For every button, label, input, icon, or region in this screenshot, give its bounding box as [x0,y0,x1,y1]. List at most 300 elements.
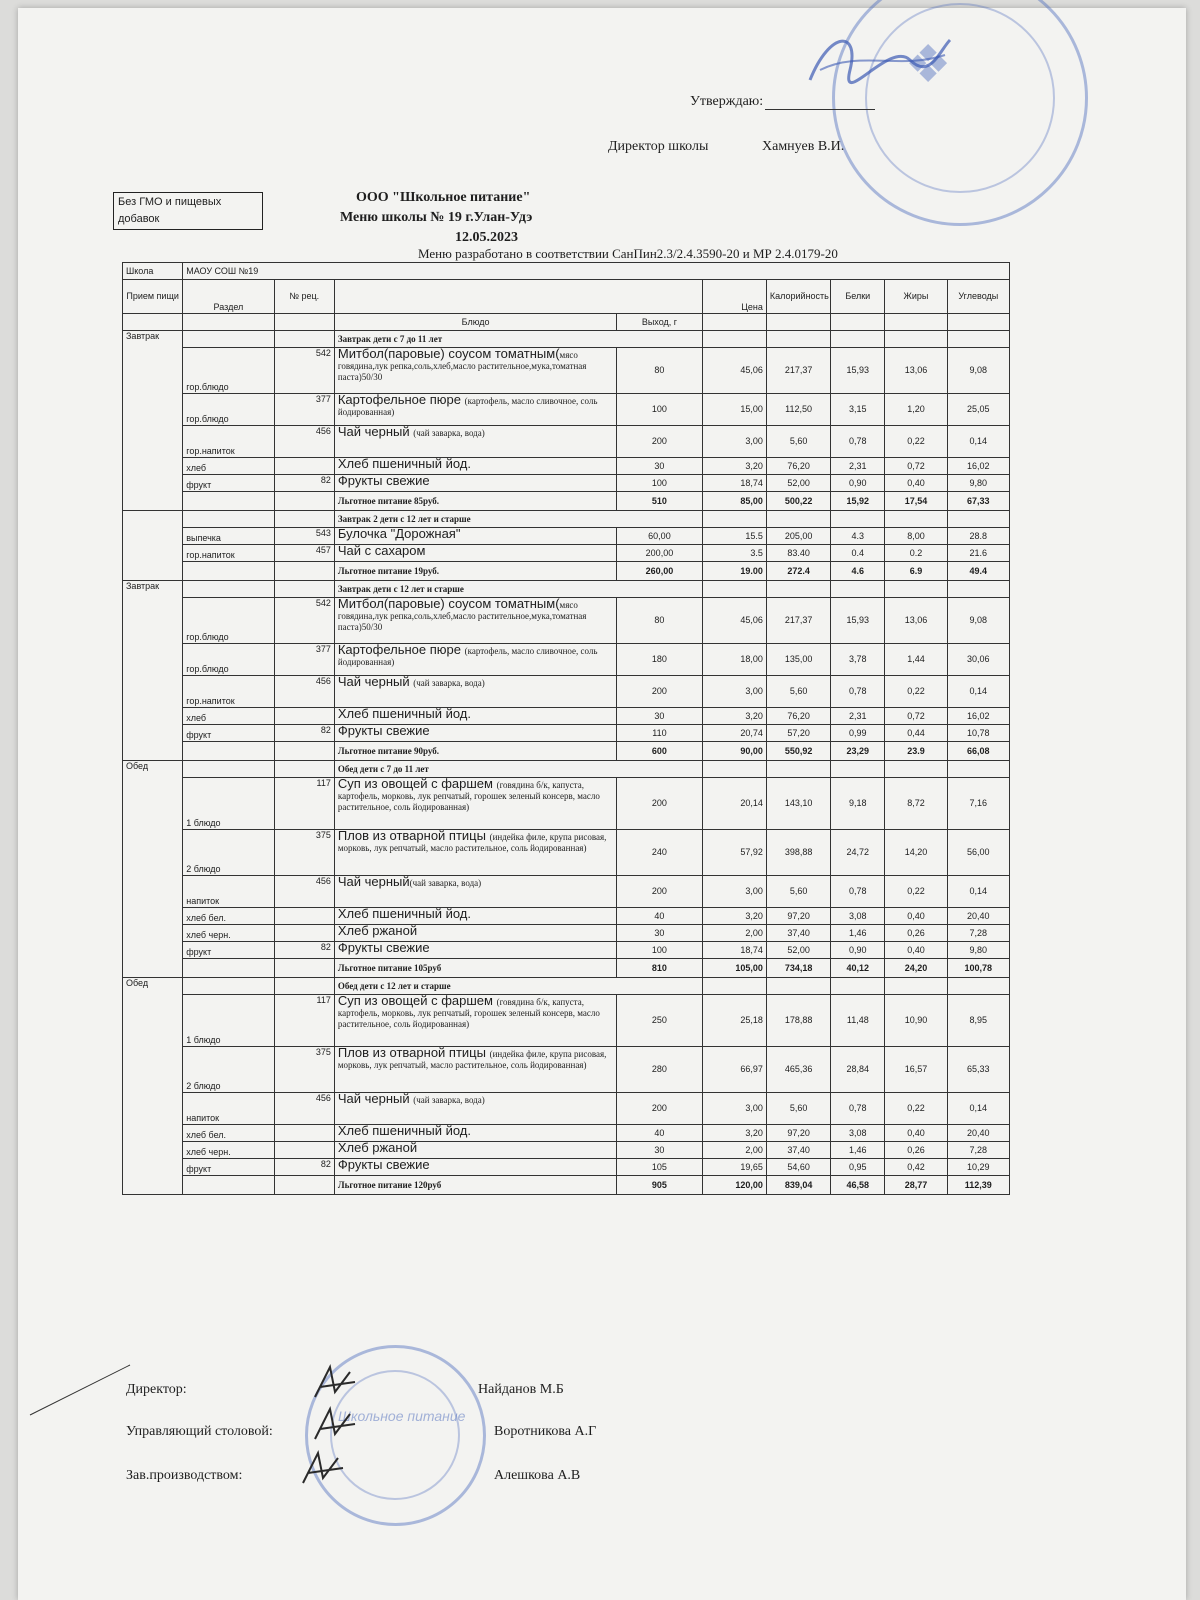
calories-cell: 54,60 [766,1159,830,1176]
dish-cell [334,1159,617,1176]
approve-label: Утверждаю: [690,94,764,109]
proteins-cell: 0,90 [831,475,885,492]
price-cell: 20,14 [702,778,766,830]
dish-row [123,1047,1010,1093]
carbs-cell: 28.8 [947,528,1009,545]
proteins-cell: 0,78 [831,876,885,908]
section-cell: выпечка [183,528,274,545]
dish-row [123,708,1010,725]
dish-name: Суп из овощей с фаршем [337,777,497,791]
yield-cell: 105 [617,1159,702,1176]
proteins-cell: 2,31 [831,458,885,475]
calories-cell: 5,60 [766,426,830,458]
dish-name: Фрукты свежие [337,1158,430,1172]
price-cell: 25,18 [702,995,766,1047]
dish-composition: (картофель, масло сливочное, соль йодированная) [337,646,598,667]
section-cell: гор.напиток [183,545,274,562]
calories-cell: 37,40 [766,925,830,942]
dish-cell [334,475,617,492]
fats-cell: 0,44 [885,725,947,742]
price-cell: 2,00 [702,1142,766,1159]
carbs-cell: 10,78 [947,725,1009,742]
fats-cell: 0,22 [885,1093,947,1125]
meal-time-cell: Обед [123,761,183,978]
fats-cell: 14,20 [885,830,947,876]
total-label: Льготное питание 85руб. [334,492,617,511]
total-price: 105,00 [702,959,766,978]
yield-cell: 200 [617,778,702,830]
director-position: Директор школы [608,139,709,154]
total-yield: 600 [617,742,702,761]
eagle-emblem-icon: ❖ [904,37,952,94]
dish-row [123,942,1010,959]
menu-table [122,262,1010,1195]
calories-cell: 5,60 [766,1093,830,1125]
yield-cell: 100 [617,394,702,426]
dish-cell [334,676,617,708]
proteins-cell: 15,93 [831,598,885,644]
carbs-cell: 16,02 [947,458,1009,475]
dish-cell [334,545,617,562]
calories-cell: 76,20 [766,458,830,475]
menu-date: 12.05.2023 [455,230,518,245]
dish-name: Чай черный [337,875,410,889]
recipe-cell: 457 [274,545,334,562]
section-cell: гор.блюдо [183,598,274,644]
price-cell: 20,74 [702,725,766,742]
signature-role: Управляющий столовой: [126,1424,273,1439]
section-cell: хлеб [183,708,274,725]
total-price: 85,00 [702,492,766,511]
dish-cell [334,925,617,942]
fats-cell: 13,06 [885,348,947,394]
recipe-cell: 375 [274,830,334,876]
dish-composition: (индейка филе, крупа рисовая, морковь, лук репчатый, масло растительное, соль йодированная) [337,1049,607,1070]
yield-cell: 100 [617,475,702,492]
proteins-cell: 0.4 [831,545,885,562]
dish-cell [334,598,617,644]
dish-cell [334,995,617,1047]
carbs-cell: 21.6 [947,545,1009,562]
total-yield: 810 [617,959,702,978]
price-cell: 66,97 [702,1047,766,1093]
dish-name: Плов из отварной птицы [337,1046,490,1060]
total-row [123,562,1010,581]
proteins-cell: 28,84 [831,1047,885,1093]
dish-name: Чай черный [337,425,414,439]
dish-row [123,1125,1010,1142]
dish-name: Хлеб ржаной [337,1141,418,1155]
fats-cell: 8,00 [885,528,947,545]
dish-row [123,1159,1010,1176]
header-section: Раздел [183,280,274,314]
dish-row [123,995,1010,1047]
proteins-cell: 0,78 [831,426,885,458]
total-calories: 550,92 [766,742,830,761]
yield-cell: 60,00 [617,528,702,545]
price-cell: 3,00 [702,1093,766,1125]
section-title: Завтрак дети с 7 до 11 лет [334,331,702,348]
dish-row [123,925,1010,942]
total-carbs: 66,08 [947,742,1009,761]
recipe-cell: 377 [274,394,334,426]
meal-time-cell: Обед [123,978,183,1195]
fats-cell: 13,06 [885,598,947,644]
carbs-cell: 65,33 [947,1047,1009,1093]
recipe-cell: 456 [274,426,334,458]
total-label: Льготное питание 90руб. [334,742,617,761]
calories-cell: 5,60 [766,676,830,708]
fats-cell: 0,42 [885,1159,947,1176]
proteins-cell: 1,46 [831,925,885,942]
price-cell: 3,00 [702,426,766,458]
dish-cell [334,458,617,475]
fats-cell: 16,57 [885,1047,947,1093]
header-recipe: № рец. [274,280,334,314]
yield-cell: 100 [617,942,702,959]
calories-cell: 5,60 [766,876,830,908]
meal-time-cell: Завтрак [123,331,183,511]
carbs-cell: 25,05 [947,394,1009,426]
carbs-cell: 30,06 [947,644,1009,676]
price-cell: 18,00 [702,644,766,676]
section-cell: хлеб [183,458,274,475]
total-row [123,742,1010,761]
dish-name: Булочка "Дорожная" [337,527,461,541]
proteins-cell: 3,08 [831,908,885,925]
total-yield: 510 [617,492,702,511]
yield-cell: 280 [617,1047,702,1093]
section-cell: гор.блюдо [183,644,274,676]
section-title-row [123,978,1010,995]
section-cell: гор.блюдо [183,348,274,394]
proteins-cell: 0,78 [831,1093,885,1125]
dish-cell [334,1047,617,1093]
section-cell: хлеб черн. [183,925,274,942]
dish-row [123,458,1010,475]
signature-name: Воротникова А.Г [494,1424,597,1439]
dish-cell [334,830,617,876]
dish-cell [334,644,617,676]
section-title: Обед дети с 7 до 11 лет [334,761,702,778]
section-title: Завтрак дети с 12 лет и старше [334,581,702,598]
carbs-cell: 16,02 [947,708,1009,725]
section-cell: напиток [183,1093,274,1125]
dish-cell [334,528,617,545]
price-cell: 18,74 [702,475,766,492]
yield-cell: 200 [617,876,702,908]
carbs-cell: 0,14 [947,676,1009,708]
dish-name: Хлеб ржаной [337,924,418,938]
carbs-cell: 56,00 [947,830,1009,876]
yield-cell: 180 [617,644,702,676]
carbs-cell: 8,95 [947,995,1009,1047]
recipe-cell [274,1125,334,1142]
price-cell: 3,20 [702,708,766,725]
dish-cell [334,908,617,925]
total-row [123,959,1010,978]
signature-role: Зав.производством: [126,1468,243,1483]
total-proteins: 40,12 [831,959,885,978]
recipe-cell [274,458,334,475]
price-cell: 2,00 [702,925,766,942]
handwritten-signature [298,1448,348,1488]
calories-cell: 205,00 [766,528,830,545]
dish-row [123,598,1010,644]
dish-composition: (чай заварка, вода) [413,1095,485,1105]
carbs-cell: 7,28 [947,925,1009,942]
dish-name: Митбол(паровые) соусом томатным( [337,347,560,361]
price-cell: 45,06 [702,598,766,644]
recipe-cell [274,908,334,925]
total-carbs: 112,39 [947,1176,1009,1195]
dish-row [123,348,1010,394]
dish-row [123,545,1010,562]
fats-cell: 0,72 [885,458,947,475]
proteins-cell: 3,15 [831,394,885,426]
dish-cell [334,1125,617,1142]
section-cell: 2 блюдо [183,1047,274,1093]
recipe-cell: 82 [274,1159,334,1176]
total-fats: 24,20 [885,959,947,978]
calories-cell: 112,50 [766,394,830,426]
dish-row [123,1142,1010,1159]
recipe-cell: 456 [274,676,334,708]
carbs-cell: 20,40 [947,908,1009,925]
stamp-text: Школьное питание [338,1408,466,1424]
fats-cell: 0,40 [885,475,947,492]
dish-cell [334,1093,617,1125]
total-label: Льготное питание 19руб. [334,562,617,581]
calories-cell: 97,20 [766,908,830,925]
price-cell: 3,20 [702,908,766,925]
calories-cell: 57,20 [766,725,830,742]
org-name: ООО "Школьное питание" [356,190,531,205]
calories-cell: 97,20 [766,1125,830,1142]
proteins-cell: 0,95 [831,1159,885,1176]
dish-row [123,644,1010,676]
carbs-cell: 9,80 [947,475,1009,492]
recipe-cell: 375 [274,1047,334,1093]
recipe-cell: 117 [274,778,334,830]
total-carbs: 100,78 [947,959,1009,978]
yield-cell: 30 [617,1142,702,1159]
dish-cell [334,708,617,725]
dish-cell [334,394,617,426]
fats-cell: 0,40 [885,908,947,925]
dish-cell [334,778,617,830]
yield-cell: 200 [617,1093,702,1125]
carbs-cell: 9,80 [947,942,1009,959]
proteins-cell: 15,93 [831,348,885,394]
total-carbs: 49.4 [947,562,1009,581]
yield-cell: 30 [617,708,702,725]
dish-name: Чай черный [337,1092,414,1106]
section-cell: 2 блюдо [183,830,274,876]
dish-name: Суп из овощей с фаршем [337,994,497,1008]
dish-composition: (говядина б/к, капуста, картофель, морковь, лук репчатый, горошек зеленый консерв, масло растительное, соль йодированная) [337,780,600,812]
handwritten-signature [310,1362,360,1402]
section-cell: гор.напиток [183,676,274,708]
yield-cell: 30 [617,925,702,942]
fats-cell: 8,72 [885,778,947,830]
calories-cell: 465,36 [766,1047,830,1093]
total-fats: 28,77 [885,1176,947,1195]
price-cell: 57,92 [702,830,766,876]
dish-row [123,426,1010,458]
price-cell: 45,06 [702,348,766,394]
proteins-cell: 24,72 [831,830,885,876]
recipe-cell [274,708,334,725]
dish-cell [334,725,617,742]
header-proteins: Белки [831,280,885,314]
section-title-row [123,331,1010,348]
dish-name: Митбол(паровые) соусом томатным( [337,597,560,611]
dish-row [123,830,1010,876]
section-cell: гор.блюдо [183,394,274,426]
dish-row [123,725,1010,742]
recipe-cell: 82 [274,942,334,959]
recipe-cell: 456 [274,876,334,908]
dish-name: Хлеб пшеничный йод. [337,707,471,721]
section-cell: гор.напиток [183,426,274,458]
yield-cell: 80 [617,348,702,394]
dish-composition: (чай заварка, вода) [413,428,485,438]
fats-cell: 0,22 [885,876,947,908]
total-row [123,1176,1010,1195]
fats-cell: 0,40 [885,942,947,959]
signature-name: Алешкова А.В [494,1468,581,1483]
price-cell: 15,00 [702,394,766,426]
dish-name: Чай с сахаром [337,544,426,558]
total-fats: 17,54 [885,492,947,511]
dish-cell [334,942,617,959]
section-cell: фрукт [183,725,274,742]
dish-cell [334,348,617,394]
total-fats: 23.9 [885,742,947,761]
total-price: 19.00 [702,562,766,581]
total-price: 90,00 [702,742,766,761]
total-row [123,492,1010,511]
total-price: 120,00 [702,1176,766,1195]
gmo-note: Без ГМО и пищевых добавок [113,192,263,230]
dish-name: Хлеб пшеничный йод. [337,907,471,921]
recipe-cell: 456 [274,1093,334,1125]
calories-cell: 135,00 [766,644,830,676]
dish-cell [334,426,617,458]
header-dish: Блюдо [334,314,617,331]
section-cell: фрукт [183,475,274,492]
dish-name: Хлеб пшеничный йод. [337,457,471,471]
yield-cell: 200 [617,676,702,708]
recipe-cell [274,925,334,942]
calories-cell: 76,20 [766,708,830,725]
director-signature [800,20,960,100]
dish-row [123,908,1010,925]
dish-cell [334,1142,617,1159]
fats-cell: 0,26 [885,1142,947,1159]
total-proteins: 15,92 [831,492,885,511]
dish-composition: (чай заварка, вода) [413,678,485,688]
header-carbs: Углеводы [947,280,1009,314]
fats-cell: 10,90 [885,995,947,1047]
recipe-cell: 542 [274,348,334,394]
fats-cell: 1,20 [885,394,947,426]
dish-composition: (индейка филе, крупа рисовая, морковь, лук репчатый, масло растительное, соль йодированная) [337,832,607,853]
section-cell: фрукт [183,942,274,959]
proteins-cell: 3,08 [831,1125,885,1142]
fats-cell: 0,26 [885,925,947,942]
price-cell: 15.5 [702,528,766,545]
meal-time-cell [123,511,183,581]
dish-row [123,876,1010,908]
calories-cell: 83.40 [766,545,830,562]
header-fats: Жиры [885,280,947,314]
carbs-cell: 10,29 [947,1159,1009,1176]
dish-name: Картофельное пюре [337,393,465,407]
header-meal-time: Прием пищи [123,280,183,314]
total-proteins: 4.6 [831,562,885,581]
dish-row [123,676,1010,708]
header-yield: Выход, г [617,314,702,331]
carbs-cell: 9,08 [947,598,1009,644]
divider-stroke [20,1360,140,1420]
section-title-row [123,511,1010,528]
calories-cell: 37,40 [766,1142,830,1159]
dish-name: Плов из отварной птицы [337,829,490,843]
proteins-cell: 0,78 [831,676,885,708]
fats-cell: 0,22 [885,676,947,708]
proteins-cell: 4.3 [831,528,885,545]
section-title: Обед дети с 12 лет и старше [334,978,702,995]
total-calories: 272.4 [766,562,830,581]
total-calories: 734,18 [766,959,830,978]
carbs-cell: 0,14 [947,876,1009,908]
section-title-row [123,581,1010,598]
fats-cell: 0,72 [885,708,947,725]
section-cell: хлеб бел. [183,1125,274,1142]
dish-name: Фрукты свежие [337,474,430,488]
carbs-cell: 9,08 [947,348,1009,394]
proteins-cell: 3,78 [831,644,885,676]
signature-name: Найданов М.Б [478,1382,564,1397]
recipe-cell: 542 [274,598,334,644]
price-cell: 3,00 [702,876,766,908]
section-cell: хлеб черн. [183,1142,274,1159]
fats-cell: 0,22 [885,426,947,458]
total-yield: 260,00 [617,562,702,581]
yield-cell: 200 [617,426,702,458]
yield-cell: 40 [617,1125,702,1142]
compliance-note: Меню разработано в соответствии СанПин2.3/2.4.3590-20 и МР 2.4.0179-20 [418,246,838,261]
director-name: Хамнуев В.И. [762,139,845,154]
calories-cell: 143,10 [766,778,830,830]
dish-row [123,1093,1010,1125]
signature-role: Директор: [126,1382,187,1397]
proteins-cell: 9,18 [831,778,885,830]
carbs-cell: 0,14 [947,426,1009,458]
yield-cell: 80 [617,598,702,644]
dish-row [123,394,1010,426]
total-calories: 500,22 [766,492,830,511]
dish-composition: (говядина б/к, капуста, картофель, морковь, лук репчатый, горошек зеленый консерв, масло растительное, соль йодированная) [337,997,600,1029]
dish-composition: мясо говядина,лук репка,соль,хлеб,масло растительное,мука,томатная паста)50/30 [337,600,587,632]
yield-cell: 250 [617,995,702,1047]
calories-cell: 217,37 [766,348,830,394]
recipe-cell: 377 [274,644,334,676]
price-cell: 3,20 [702,458,766,475]
yield-cell: 110 [617,725,702,742]
